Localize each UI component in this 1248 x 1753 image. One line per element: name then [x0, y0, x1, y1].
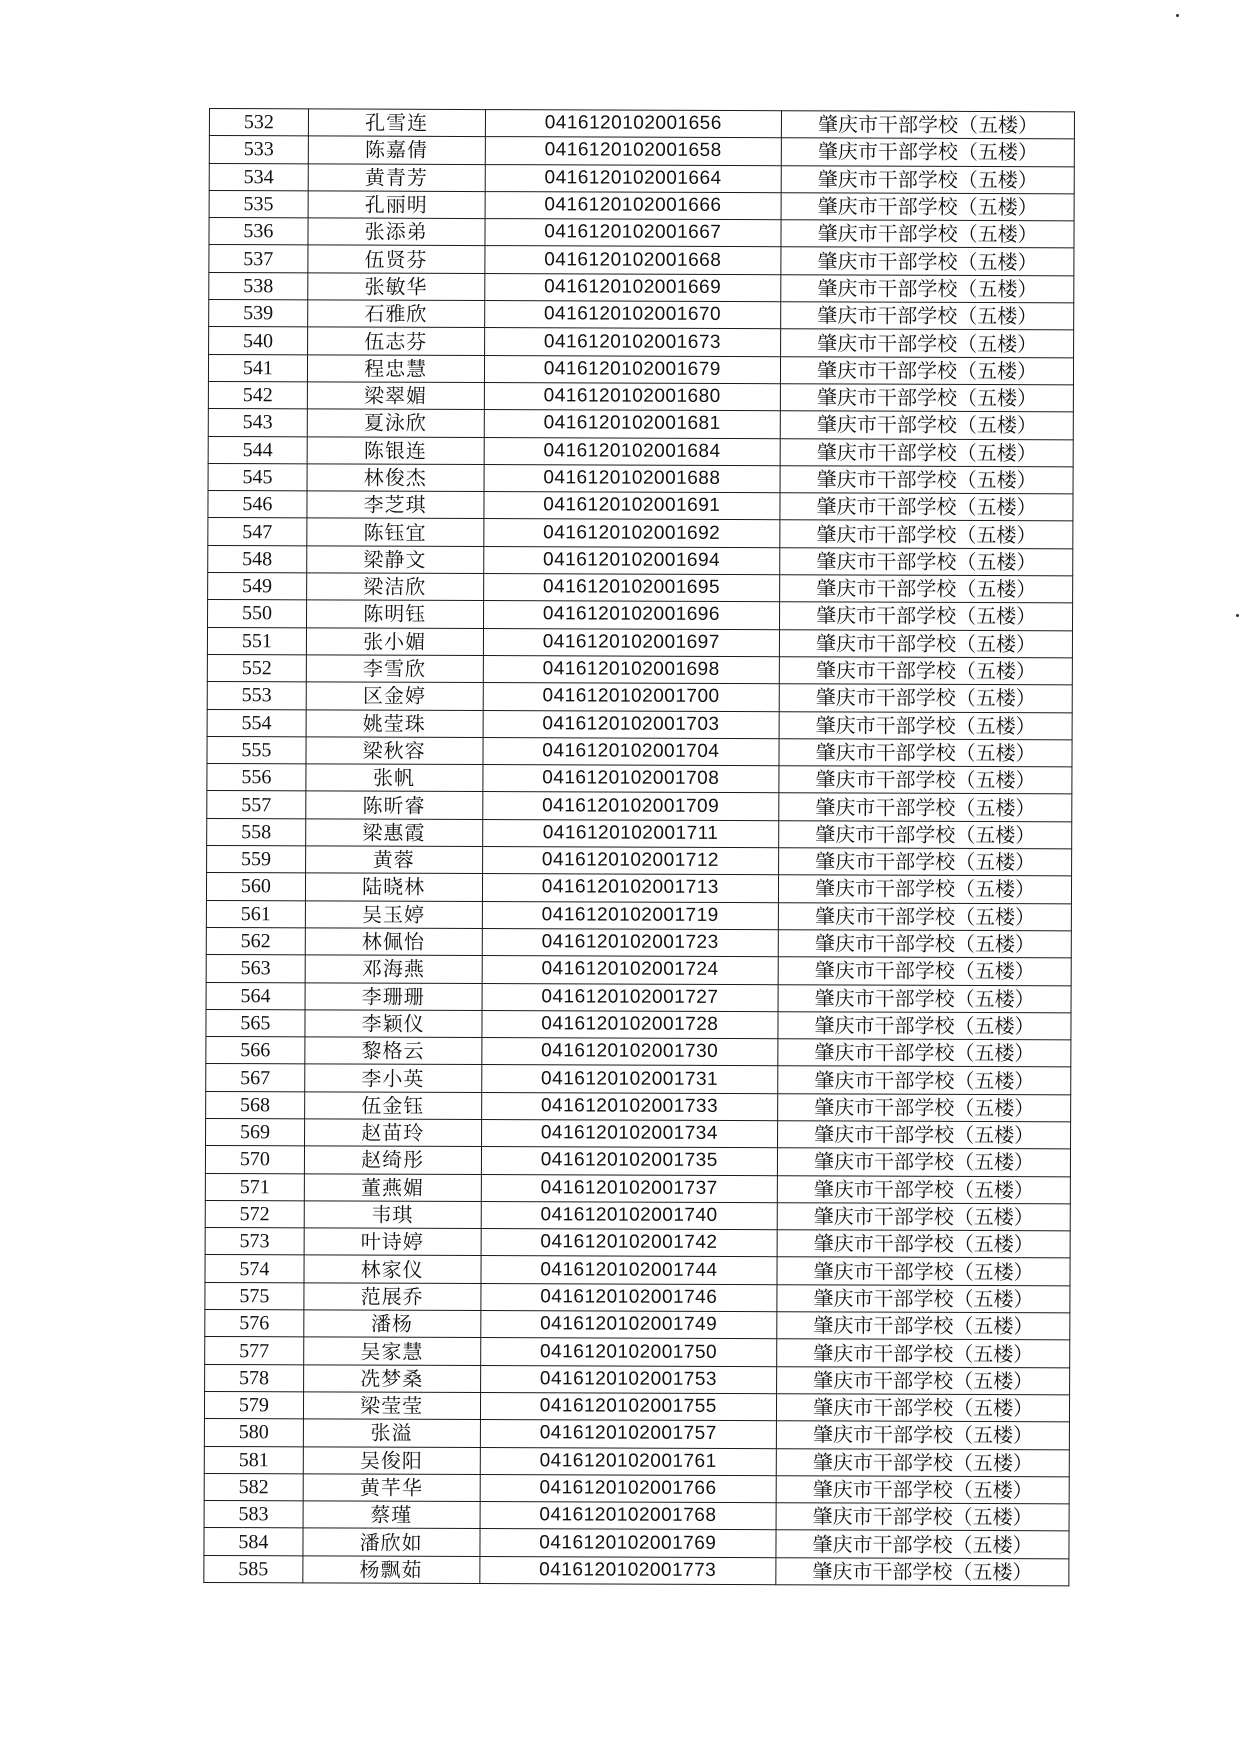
- table-row: [204, 1473, 1069, 1504]
- candidate-name: 潘杨: [304, 1310, 481, 1338]
- exam-ticket-number: 0416120102001664: [485, 164, 782, 192]
- exam-ticket-number: 0416120102001744: [480, 1256, 777, 1284]
- exam-ticket-number: 0416120102001730: [481, 1038, 778, 1066]
- exam-site: 肇庆市干部学校（五楼）: [781, 329, 1074, 357]
- exam-ticket-number: 0416120102001734: [481, 1120, 778, 1148]
- exam-ticket-number: 0416120102001746: [480, 1283, 777, 1311]
- table-row: [204, 1501, 1069, 1532]
- exam-ticket-number: 0416120102001680: [484, 383, 781, 411]
- table-row: [205, 1228, 1070, 1259]
- exam-ticket-number: 0416120102001719: [482, 901, 779, 929]
- candidate-name: 李芝琪: [307, 491, 484, 519]
- exam-site: 肇庆市干部学校（五楼）: [776, 1557, 1069, 1585]
- candidate-name: 陈昕睿: [306, 791, 483, 819]
- candidate-name: 李雪欣: [306, 655, 483, 683]
- row-number: 578: [205, 1364, 304, 1392]
- candidate-name: 蔡瑾: [303, 1501, 480, 1529]
- exam-site: 肇庆市干部学校（五楼）: [777, 1366, 1070, 1394]
- candidate-name: 黄青芳: [308, 163, 485, 191]
- row-number: 545: [208, 463, 307, 491]
- exam-ticket-number: 0416120102001713: [482, 874, 779, 902]
- exam-ticket-number: 0416120102001698: [483, 655, 780, 683]
- candidate-name: 叶诗婷: [304, 1228, 481, 1256]
- table-row: [207, 846, 1072, 877]
- table-row: [206, 900, 1071, 931]
- row-number: 579: [204, 1391, 303, 1419]
- exam-site: 肇庆市干部学校（五楼）: [776, 1503, 1069, 1531]
- table-row: [209, 136, 1074, 167]
- exam-site: 肇庆市干部学校（五楼）: [777, 1312, 1070, 1340]
- table-row: [207, 709, 1072, 740]
- table-row: [206, 982, 1071, 1013]
- table-row: [208, 436, 1073, 467]
- candidate-name: 黎格云: [305, 1037, 482, 1065]
- row-number: 546: [208, 491, 307, 519]
- exam-site: 肇庆市干部学校（五楼）: [779, 848, 1072, 876]
- exam-site: 肇庆市干部学校（五楼）: [777, 1339, 1070, 1367]
- exam-site: 肇庆市干部学校（五楼）: [778, 1011, 1071, 1039]
- candidate-name: 吴家慧: [303, 1337, 480, 1365]
- table-row: [209, 245, 1074, 276]
- candidate-name: 李小英: [305, 1064, 482, 1092]
- table-row: [209, 163, 1074, 194]
- candidate-name: 董燕媚: [304, 1173, 481, 1201]
- exam-ticket-number: 0416120102001658: [485, 137, 782, 165]
- row-number: 547: [208, 518, 307, 546]
- row-number: 567: [206, 1064, 305, 1092]
- row-number: 549: [208, 573, 307, 601]
- exam-site: 肇庆市干部学校（五楼）: [777, 1175, 1070, 1203]
- exam-site: 肇庆市干部学校（五楼）: [780, 493, 1073, 521]
- table-row: [209, 218, 1074, 249]
- exam-ticket-number: 0416120102001673: [484, 328, 781, 356]
- candidate-name: 赵绮彤: [304, 1146, 481, 1174]
- table-row: [208, 463, 1073, 494]
- exam-ticket-number: 0416120102001681: [484, 410, 781, 438]
- row-number: 537: [209, 245, 308, 273]
- table-row: [206, 1118, 1071, 1149]
- exam-ticket-number: 0416120102001753: [480, 1365, 777, 1393]
- table-row: [209, 300, 1074, 331]
- exam-ticket-number: 0416120102001740: [481, 1201, 778, 1229]
- exam-ticket-number: 0416120102001728: [481, 1010, 778, 1038]
- exam-site: 肇庆市干部学校（五楼）: [779, 820, 1072, 848]
- exam-site: 肇庆市干部学校（五楼）: [781, 356, 1074, 384]
- table-row: [209, 190, 1074, 221]
- row-number: 564: [206, 982, 305, 1010]
- table-row: [208, 573, 1073, 604]
- table-row: [207, 736, 1072, 767]
- exam-ticket-number: 0416120102001695: [483, 574, 780, 602]
- candidate-name: 冼梦桑: [303, 1365, 480, 1393]
- exam-site: 肇庆市干部学校（五楼）: [781, 220, 1074, 248]
- exam-ticket-number: 0416120102001723: [482, 928, 779, 956]
- row-number: 570: [205, 1146, 304, 1174]
- table-row: [208, 491, 1073, 522]
- row-number: 543: [208, 409, 307, 437]
- candidate-name: 林佩怡: [305, 928, 482, 956]
- table-row: [208, 600, 1073, 631]
- exam-ticket-number: 0416120102001703: [483, 710, 780, 738]
- exam-site: 肇庆市干部学校（五楼）: [777, 1421, 1070, 1449]
- candidate-name: 韦琪: [304, 1201, 481, 1229]
- row-number: 581: [204, 1446, 303, 1474]
- exam-ticket-number: 0416120102001712: [482, 847, 779, 875]
- candidate-name: 程忠慧: [307, 355, 484, 383]
- exam-ticket-number: 0416120102001704: [482, 737, 779, 765]
- candidate-name: 梁翠媚: [307, 382, 484, 410]
- exam-site: 肇庆市干部学校（五楼）: [778, 1093, 1071, 1121]
- row-number: 552: [207, 654, 306, 682]
- candidate-name: 范展乔: [304, 1283, 481, 1311]
- exam-site: 肇庆市干部学校（五楼）: [778, 1148, 1071, 1176]
- exam-ticket-number: 0416120102001750: [480, 1338, 777, 1366]
- table-row: [204, 1419, 1069, 1450]
- row-number: 553: [207, 682, 306, 710]
- table-row: [204, 1555, 1069, 1586]
- exam-site: 肇庆市干部学校（五楼）: [777, 1203, 1070, 1231]
- exam-ticket-number: 0416120102001766: [480, 1474, 777, 1502]
- exam-site: 肇庆市干部学校（五楼）: [779, 766, 1072, 794]
- table-row: [205, 1255, 1070, 1286]
- exam-ticket-number: 0416120102001696: [483, 601, 780, 629]
- candidate-name: 李珊珊: [305, 982, 482, 1010]
- row-number: 534: [209, 163, 308, 191]
- scan-speck: [1236, 614, 1239, 617]
- candidate-name: 姚莹珠: [306, 709, 483, 737]
- table-row: [204, 1446, 1069, 1477]
- exam-site: 肇庆市干部学校（五楼）: [779, 902, 1072, 930]
- exam-site: 肇庆市干部学校（五楼）: [779, 711, 1072, 739]
- exam-site: 肇庆市干部学校（五楼）: [778, 930, 1071, 958]
- table-row: [206, 1037, 1071, 1068]
- row-number: 566: [206, 1037, 305, 1065]
- table-row: [208, 409, 1073, 440]
- exam-ticket-number: 0416120102001669: [484, 273, 781, 301]
- exam-site: 肇庆市干部学校（五楼）: [776, 1530, 1069, 1558]
- exam-site: 肇庆市干部学校（五楼）: [778, 1039, 1071, 1067]
- exam-ticket-number: 0416120102001755: [480, 1393, 777, 1421]
- table-row: [206, 927, 1071, 958]
- row-number: 536: [209, 218, 308, 246]
- exam-site: 肇庆市干部学校（五楼）: [781, 384, 1074, 412]
- exam-site: 肇庆市干部学校（五楼）: [779, 684, 1072, 712]
- exam-site: 肇庆市干部学校（五楼）: [778, 957, 1071, 985]
- candidate-name: 张敏华: [308, 273, 485, 301]
- exam-ticket-number: 0416120102001727: [482, 983, 779, 1011]
- exam-site: 肇庆市干部学校（五楼）: [780, 466, 1073, 494]
- exam-site: 肇庆市干部学校（五楼）: [778, 984, 1071, 1012]
- exam-site: 肇庆市干部学校（五楼）: [779, 793, 1072, 821]
- row-number: 558: [207, 818, 306, 846]
- exam-ticket-number: 0416120102001666: [485, 191, 782, 219]
- candidate-name: 梁莹莹: [303, 1392, 480, 1420]
- table-row: [204, 1391, 1069, 1422]
- table-row: [206, 1091, 1071, 1122]
- candidate-name: 张帆: [306, 764, 483, 792]
- candidate-name: 陈嘉倩: [308, 136, 485, 164]
- table-row: [208, 518, 1073, 549]
- candidate-name: 杨飘茹: [303, 1556, 480, 1584]
- exam-site: 肇庆市干部学校（五楼）: [782, 111, 1075, 139]
- exam-site: 肇庆市干部学校（五楼）: [776, 1476, 1069, 1504]
- candidate-name: 张溢: [303, 1419, 480, 1447]
- exam-site: 肇庆市干部学校（五楼）: [779, 657, 1072, 685]
- table-row: [207, 682, 1072, 713]
- row-number: 533: [209, 136, 308, 164]
- row-number: 568: [206, 1091, 305, 1119]
- row-number: 585: [204, 1555, 303, 1583]
- candidate-table: [203, 108, 1075, 1586]
- exam-ticket-number: 0416120102001735: [481, 1147, 778, 1175]
- table-row: [207, 791, 1072, 822]
- exam-ticket-number: 0416120102001700: [483, 683, 780, 711]
- exam-ticket-number: 0416120102001688: [484, 464, 781, 492]
- exam-site: 肇庆市干部学校（五楼）: [781, 138, 1074, 166]
- exam-site: 肇庆市干部学校（五楼）: [781, 165, 1074, 193]
- row-number: 563: [206, 955, 305, 983]
- row-number: 571: [205, 1173, 304, 1201]
- exam-ticket-number: 0416120102001694: [483, 546, 780, 574]
- candidate-name: 陈明钰: [306, 600, 483, 628]
- table-row: [209, 327, 1074, 358]
- exam-site: 肇庆市干部学校（五楼）: [777, 1284, 1070, 1312]
- candidate-name: 区金婷: [306, 682, 483, 710]
- table-row: [206, 955, 1071, 986]
- row-number: 538: [209, 272, 308, 300]
- candidate-name: 张添弟: [308, 218, 485, 246]
- exam-site: 肇庆市干部学校（五楼）: [776, 1448, 1069, 1476]
- row-number: 569: [206, 1118, 305, 1146]
- exam-site: 肇庆市干部学校（五楼）: [780, 575, 1073, 603]
- scan-speck: [1176, 14, 1179, 17]
- table-row: [207, 627, 1072, 658]
- row-number: 559: [207, 846, 306, 874]
- candidate-name: 梁静文: [307, 546, 484, 574]
- row-number: 548: [208, 545, 307, 573]
- candidate-name: 伍金钰: [304, 1092, 481, 1120]
- candidate-name: 孔雪连: [308, 109, 485, 137]
- exam-site: 肇庆市干部学校（五楼）: [781, 247, 1074, 275]
- row-number: 540: [209, 327, 308, 355]
- row-number: 541: [208, 354, 307, 382]
- exam-ticket-number: 0416120102001684: [484, 437, 781, 465]
- table-row: [208, 354, 1073, 385]
- candidate-name: 石雅欣: [307, 300, 484, 328]
- row-number: 575: [205, 1282, 304, 1310]
- row-number: 572: [205, 1200, 304, 1228]
- row-number: 574: [205, 1255, 304, 1283]
- row-number: 583: [204, 1501, 303, 1529]
- candidate-name: 林家仪: [304, 1255, 481, 1283]
- row-number: 555: [207, 736, 306, 764]
- row-number: 561: [206, 900, 305, 928]
- candidate-name: 陆晓林: [305, 873, 482, 901]
- exam-site: 肇庆市干部学校（五楼）: [780, 411, 1073, 439]
- row-number: 573: [205, 1228, 304, 1256]
- exam-ticket-number: 0416120102001708: [482, 765, 779, 793]
- exam-ticket-number: 0416120102001733: [481, 1092, 778, 1120]
- row-number: 565: [206, 1009, 305, 1037]
- row-number: 576: [205, 1310, 304, 1338]
- candidate-name: 邓海燕: [305, 955, 482, 983]
- exam-site: 肇庆市干部学校（五楼）: [780, 629, 1073, 657]
- row-number: 577: [205, 1337, 304, 1365]
- exam-site: 肇庆市干部学校（五楼）: [779, 875, 1072, 903]
- table-row: [205, 1282, 1070, 1313]
- row-number: 539: [209, 300, 308, 328]
- candidate-name: 伍志芬: [307, 327, 484, 355]
- exam-site: 肇庆市干部学校（五楼）: [777, 1394, 1070, 1422]
- row-number: 551: [207, 627, 306, 655]
- row-number: 532: [209, 109, 308, 137]
- table-row: [204, 1528, 1069, 1559]
- candidate-name: 梁惠霞: [305, 819, 482, 847]
- table-row: [205, 1200, 1070, 1231]
- row-number: 580: [204, 1419, 303, 1447]
- row-number: 584: [204, 1528, 303, 1556]
- candidate-name: 林俊杰: [307, 464, 484, 492]
- candidate-name: 陈钰宜: [307, 518, 484, 546]
- row-number: 562: [206, 927, 305, 955]
- candidate-name: 赵苗玲: [304, 1119, 481, 1147]
- candidate-name: 潘欣如: [303, 1528, 480, 1556]
- exam-ticket-number: 0416120102001773: [479, 1556, 776, 1584]
- exam-site: 肇庆市干部学校（五楼）: [780, 547, 1073, 575]
- exam-ticket-number: 0416120102001670: [484, 301, 781, 329]
- exam-site: 肇庆市干部学校（五楼）: [781, 193, 1074, 221]
- table-row: [206, 1009, 1071, 1040]
- exam-site: 肇庆市干部学校（五楼）: [781, 302, 1074, 330]
- exam-ticket-number: 0416120102001757: [480, 1420, 777, 1448]
- exam-ticket-number: 0416120102001656: [485, 110, 782, 138]
- candidate-name: 吴俊阳: [303, 1446, 480, 1474]
- table-row: [209, 109, 1074, 140]
- candidate-name: 陈银连: [307, 436, 484, 464]
- row-number: 542: [208, 381, 307, 409]
- row-number: 550: [208, 600, 307, 628]
- exam-ticket-number: 0416120102001737: [481, 1174, 778, 1202]
- candidate-name: 夏泳欣: [307, 409, 484, 437]
- exam-site: 肇庆市干部学校（五楼）: [777, 1257, 1070, 1285]
- table-row: [206, 873, 1071, 904]
- exam-ticket-number: 0416120102001668: [484, 246, 781, 274]
- table-row: [205, 1337, 1070, 1368]
- table-row: [207, 818, 1072, 849]
- candidate-name: 黄芊华: [303, 1474, 480, 1502]
- exam-site: 肇庆市干部学校（五楼）: [781, 274, 1074, 302]
- exam-ticket-number: 0416120102001731: [481, 1065, 778, 1093]
- exam-ticket-number: 0416120102001749: [480, 1311, 777, 1339]
- table-row: [205, 1173, 1070, 1204]
- exam-site: 肇庆市干部学校（五楼）: [778, 1121, 1071, 1149]
- exam-ticket-number: 0416120102001711: [482, 819, 779, 847]
- candidate-name: 张小媚: [306, 628, 483, 656]
- exam-site: 肇庆市干部学校（五楼）: [780, 520, 1073, 548]
- table-body: [204, 109, 1075, 1586]
- table-row: [205, 1364, 1070, 1395]
- candidate-name: 李颖仪: [305, 1010, 482, 1038]
- table-row: [209, 272, 1074, 303]
- row-number: 535: [209, 190, 308, 218]
- exam-ticket-number: 0416120102001691: [483, 492, 780, 520]
- row-number: 560: [206, 873, 305, 901]
- table-row: [205, 1146, 1070, 1177]
- exam-ticket-number: 0416120102001692: [483, 519, 780, 547]
- exam-site: 肇庆市干部学校（五楼）: [777, 1230, 1070, 1258]
- table-row: [208, 545, 1073, 576]
- exam-site: 肇庆市干部学校（五楼）: [779, 739, 1072, 767]
- candidate-name: 黄蓉: [305, 846, 482, 874]
- row-number: 582: [204, 1473, 303, 1501]
- row-number: 554: [207, 709, 306, 737]
- table-row: [207, 764, 1072, 795]
- exam-site: 肇庆市干部学校（五楼）: [778, 1066, 1071, 1094]
- candidate-name: 梁洁欣: [306, 573, 483, 601]
- exam-ticket-number: 0416120102001769: [479, 1529, 776, 1557]
- exam-ticket-number: 0416120102001724: [482, 956, 779, 984]
- exam-ticket-number: 0416120102001761: [480, 1447, 777, 1475]
- row-number: 556: [207, 764, 306, 792]
- candidate-name: 孔丽明: [308, 191, 485, 219]
- exam-ticket-number: 0416120102001768: [480, 1502, 777, 1530]
- exam-ticket-number: 0416120102001709: [482, 792, 779, 820]
- exam-ticket-number: 0416120102001667: [484, 219, 781, 247]
- candidate-name: 吴玉婷: [305, 900, 482, 928]
- exam-site: 肇庆市干部学校（五楼）: [780, 602, 1073, 630]
- candidate-name: 伍贤芬: [308, 245, 485, 273]
- row-number: 557: [207, 791, 306, 819]
- table-row: [207, 654, 1072, 685]
- exam-site: 肇庆市干部学校（五楼）: [780, 438, 1073, 466]
- table-row: [206, 1064, 1071, 1095]
- exam-ticket-number: 0416120102001697: [483, 628, 780, 656]
- candidate-name: 梁秋容: [306, 737, 483, 765]
- table-row: [208, 381, 1073, 412]
- table-row: [205, 1310, 1070, 1341]
- exam-ticket-number: 0416120102001742: [481, 1229, 778, 1257]
- exam-ticket-number: 0416120102001679: [484, 355, 781, 383]
- row-number: 544: [208, 436, 307, 464]
